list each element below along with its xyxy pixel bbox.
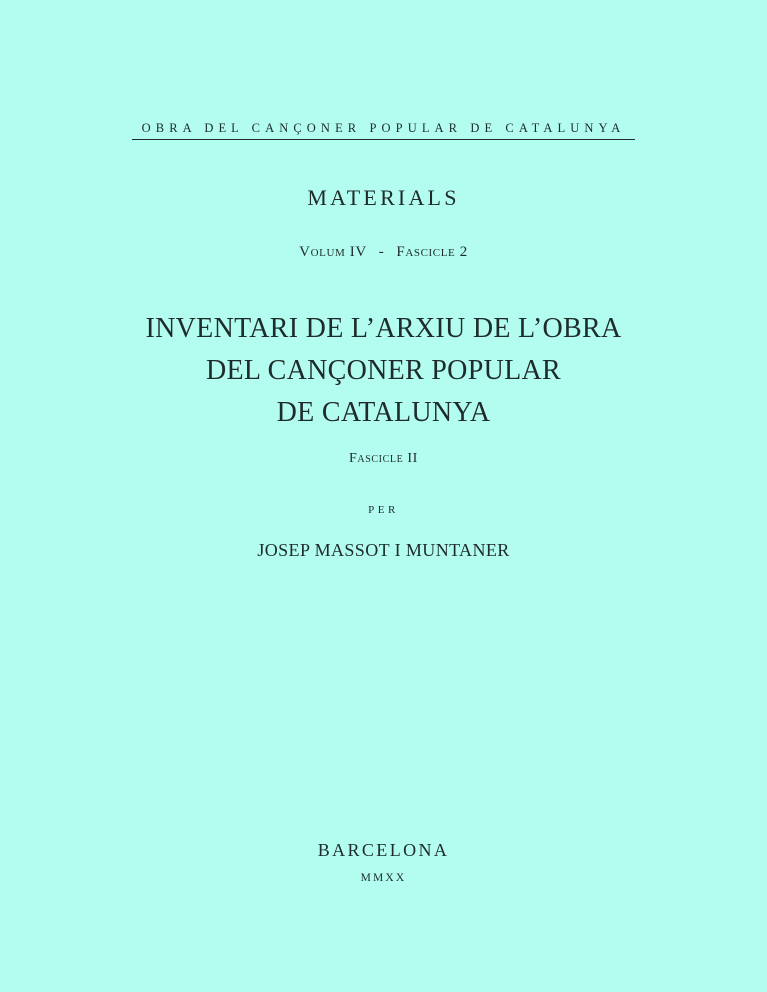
volume-number: Volum IV — [299, 244, 367, 260]
imprint-city: BARCELONA — [317, 840, 450, 860]
book-subtitle: Fascicle II — [349, 451, 418, 466]
imprint-year: MMXX — [360, 872, 407, 884]
book-title-line-1: INVENTARI DE L’ARXIU DE L’OBRA — [145, 313, 622, 344]
series-rule — [132, 139, 635, 140]
fascicle-number: Fascicle 2 — [396, 244, 468, 260]
volume-line — [0, 244, 767, 261]
collection-name: MATERIALS — [307, 185, 460, 210]
series-title: OBRA DEL CANÇONER POPULAR DE CATALUNYA — [141, 121, 626, 135]
volume-separator: - — [378, 244, 385, 260]
book-title-line-2: DEL CANÇONER POPULAR — [206, 355, 561, 386]
author-name: JOSEP MASSOT I MUNTANER — [257, 540, 510, 560]
book-title — [0, 308, 767, 434]
by-label: PER — [368, 504, 399, 516]
book-title-line-3: DE CATALUNYA — [276, 397, 491, 428]
